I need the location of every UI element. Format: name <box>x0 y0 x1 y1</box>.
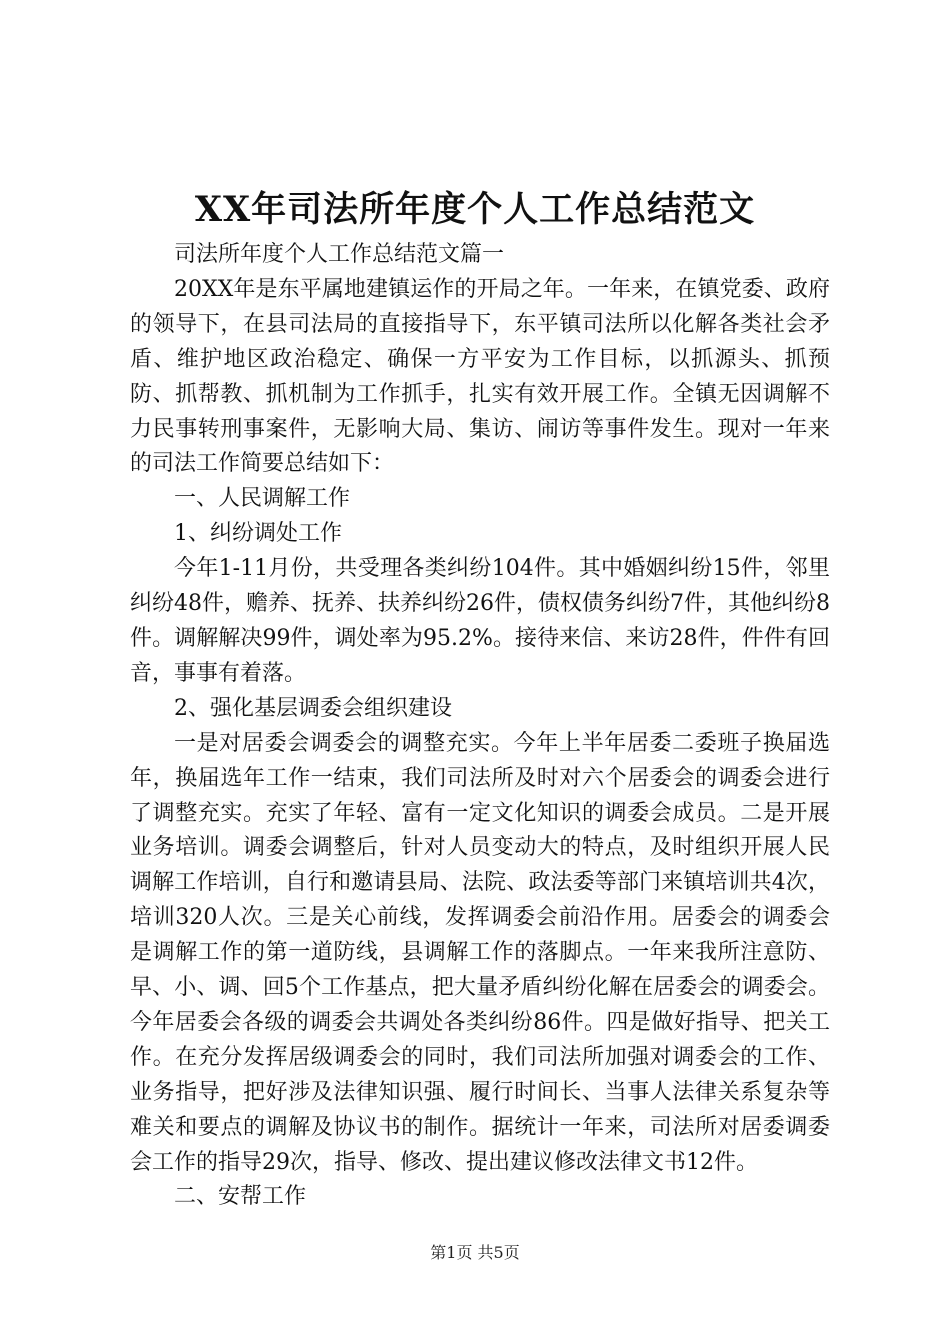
page-footer: 第1页 共5页 <box>430 1243 520 1262</box>
document-body <box>130 238 830 1215</box>
subtitle-paragraph: 司法所年度个人工作总结范文篇一 <box>174 242 505 267</box>
document-title: XX年司法所年度个人工作总结范文 <box>194 189 756 230</box>
committee-paragraph: 一是对居委会调委会的调整充实。今年上半年居委二委班子换届选年，换届选年工作一结束，我们司法所及时对六个居委会的调委会进行了调整充实。充实了年轻、富有一定文化知识的调委会成员。二是开展业务培训。调委会调整后，针对人员变动大的特点，及时组织开展人民调解工作培训，自行和邀请县局、法院、政法委等部门来镇培训共4次，培训320人次。三是关心前线，发挥调委会前沿作用。居委会的调委会是调解工作的第一道防线，县调解工作的落脚点。一年来我所注意防、早、小、调、回5个工作基点，把大量矛盾纠纷化解在居委会的调委会。今年居委会各级的调委会共调处各类纠纷86件。四是做好指导、把关工作。在充分发挥居级调委会的同时，我们司法所加强对调委会的工作、业务指导，把好涉及法律知识强、履行时间长、当事人法律关系复杂等难关和要点的调解及协议书的制作。据统计一年来，司法所对居委调委会工作的指导29次，指导、修改、提出建议修改法律文书12件。 <box>130 730 830 1175</box>
subsection-heading-committee: 2、强化基层调委会组织建设 <box>174 695 452 721</box>
section-heading-resettlement: 二、安帮工作 <box>174 1184 307 1210</box>
subsection-heading-dispute: 1、纠纷调处工作 <box>174 521 342 547</box>
intro-paragraph: 20XX年是东平属地建镇运作的开局之年。一年来，在镇党委、政府的领导下，在县司法局的直接指导下，东平镇司法所以化解各类社会矛盾、维护地区政治稳定、确保一方平安为工作目标，以抓源头、抓预防、抓帮教、抓机制为工作抓手，扎实有效开展工作。全镇无因调解不力民事转刑事案件，无影响大局、集访、闹访等事件发生。现对一年来的司法工作简要总结如下： <box>130 276 830 477</box>
dispute-paragraph: 今年1-11月份，共受理各类纠纷104件。其中婚姻纠纷15件，邻里纠纷48件，赡养、抚养、扶养纠纷26件，债权债务纠纷7件，其他纠纷8件。调解解决99件，调处率为95.2%。接待来信、来访28件，件件有回音，事事有着落。 <box>130 556 830 686</box>
section-heading-mediation: 一、人民调解工作 <box>174 486 351 512</box>
